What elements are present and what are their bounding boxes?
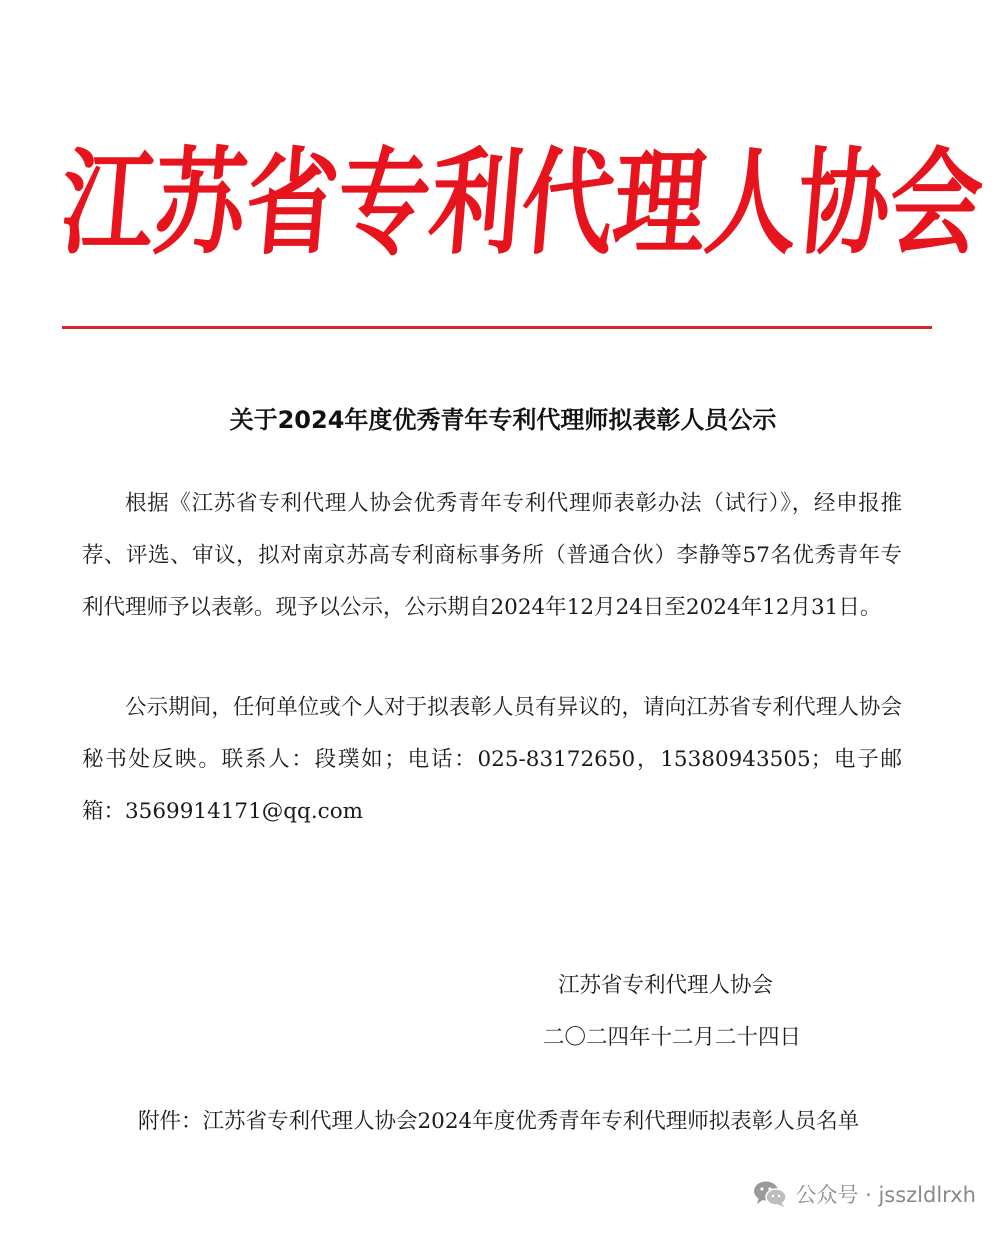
- body-paragraph-2: 公示期间，任何单位或个人对于拟表彰人员有异议的，请向江苏省专利代理人协会秘书处反映。联系人：段璞如；电话：025-83172650，15380943505；电子邮箱：3569914171@qq.com: [82, 695, 902, 824]
- letterhead-char: 利: [424, 135, 528, 271]
- letterhead-title: [56, 128, 988, 278]
- letterhead-char: 苏: [148, 135, 252, 271]
- document-title: 关于2024年度优秀青年专利代理师拟表彰人员公示: [229, 406, 777, 434]
- body-paragraph-1: 根据《江苏省专利代理人协会优秀青年专利代理师表彰办法（试行）》，经申报推荐、评选、审议，拟对南京苏高专利商标事务所（普通合伙）李静等57名优秀青年专利代理师予以表彰。现予以公示，公示期自2024年12月24日至2024年12月31日。: [82, 491, 902, 620]
- signature-organization: 江苏省专利代理人协会: [558, 973, 774, 998]
- letterhead-char: 省: [240, 135, 344, 271]
- letterhead-char: 会: [884, 135, 988, 271]
- letterhead-char: 江: [56, 135, 160, 271]
- letterhead-char: 理: [608, 135, 712, 271]
- letterhead-char: 代: [516, 135, 620, 271]
- letterhead-char: 人: [700, 135, 804, 271]
- wechat-icon: [753, 1180, 787, 1208]
- letterhead-divider: [62, 326, 932, 329]
- wechat-watermark: [753, 1176, 976, 1212]
- letterhead-char: 专: [332, 135, 436, 271]
- letterhead-char: 协: [792, 135, 896, 271]
- attachment-note: 附件：江苏省专利代理人协会2024年度优秀青年专利代理师拟表彰人员名单: [138, 1109, 860, 1134]
- signature-date: 二〇二四年十二月二十四日: [543, 1025, 802, 1050]
- watermark-text: 公众号 · jsszldlrxh: [795, 1183, 976, 1207]
